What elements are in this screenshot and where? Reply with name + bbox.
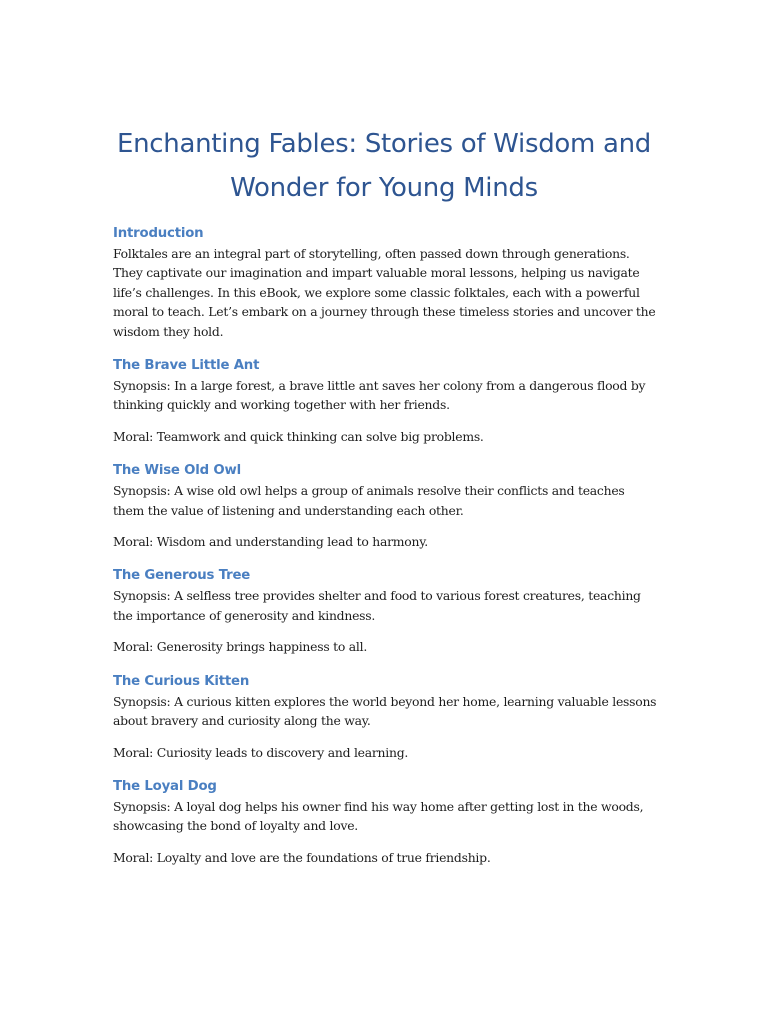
- story-heading: The Generous Tree: [113, 568, 251, 584]
- introduction-section: [113, 224, 658, 341]
- document-body: [113, 224, 658, 882]
- story-moral: Moral: Loyalty and love are the foundations of true friendship.: [113, 849, 491, 865]
- story-heading: The Brave Little Ant: [113, 358, 260, 374]
- story-moral: Moral: Wisdom and understanding lead to harmony.: [113, 534, 428, 550]
- story-section-wise-old-owl: [113, 461, 658, 551]
- story-section-brave-little-ant: [113, 356, 658, 446]
- story-heading: The Curious Kitten: [113, 673, 250, 689]
- story-synopsis: Synopsis: A selfless tree provides shelter and food to various forest creatures, teaching the importance of generosity and kindness.: [113, 588, 641, 623]
- story-section-curious-kitten: [113, 672, 658, 762]
- story-synopsis: Synopsis: In a large forest, a brave little ant saves her colony from a dangerous flood by thinking quickly and working together with her friends.: [113, 378, 646, 413]
- story-synopsis: Synopsis: A curious kitten explores the world beyond her home, learning valuable lessons about bravery and curiosity along the way.: [113, 693, 657, 729]
- story-heading: The Loyal Dog: [113, 778, 217, 794]
- introduction-heading: Introduction: [113, 226, 204, 241]
- story-moral: Moral: Curiosity leads to discovery and learning.: [113, 744, 409, 760]
- story-synopsis: Synopsis: A wise old owl helps a group of animals resolve their conflicts and teaches them the value of listening and understanding each other.: [113, 483, 625, 518]
- story-section-generous-tree: [113, 566, 658, 656]
- document-title: Enchanting Fables: Stories of Wisdom and Wonder for Young Minds: [116, 129, 652, 203]
- story-moral: Moral: Teamwork and quick thinking can solve big problems.: [113, 428, 484, 444]
- story-section-loyal-dog: [113, 777, 658, 867]
- story-synopsis: Synopsis: A loyal dog helps his owner find his way home after getting lost in the woods, showcasing the bond of loyalty and love.: [113, 798, 644, 834]
- story-heading: The Wise Old Owl: [113, 463, 241, 479]
- introduction-text: Folktales are an integral part of storytelling, often passed down through generations. They captivate our imagination and impart valuable moral lessons, helping us navigate life’s challenges. In this eBook, we explore some classic folktales, each with a powerful moral to teach. Let’s embark on a journey through these timeless stories and uncover the wisdom they hold.: [113, 246, 656, 339]
- story-moral: Moral: Generosity brings happiness to all.: [113, 639, 368, 655]
